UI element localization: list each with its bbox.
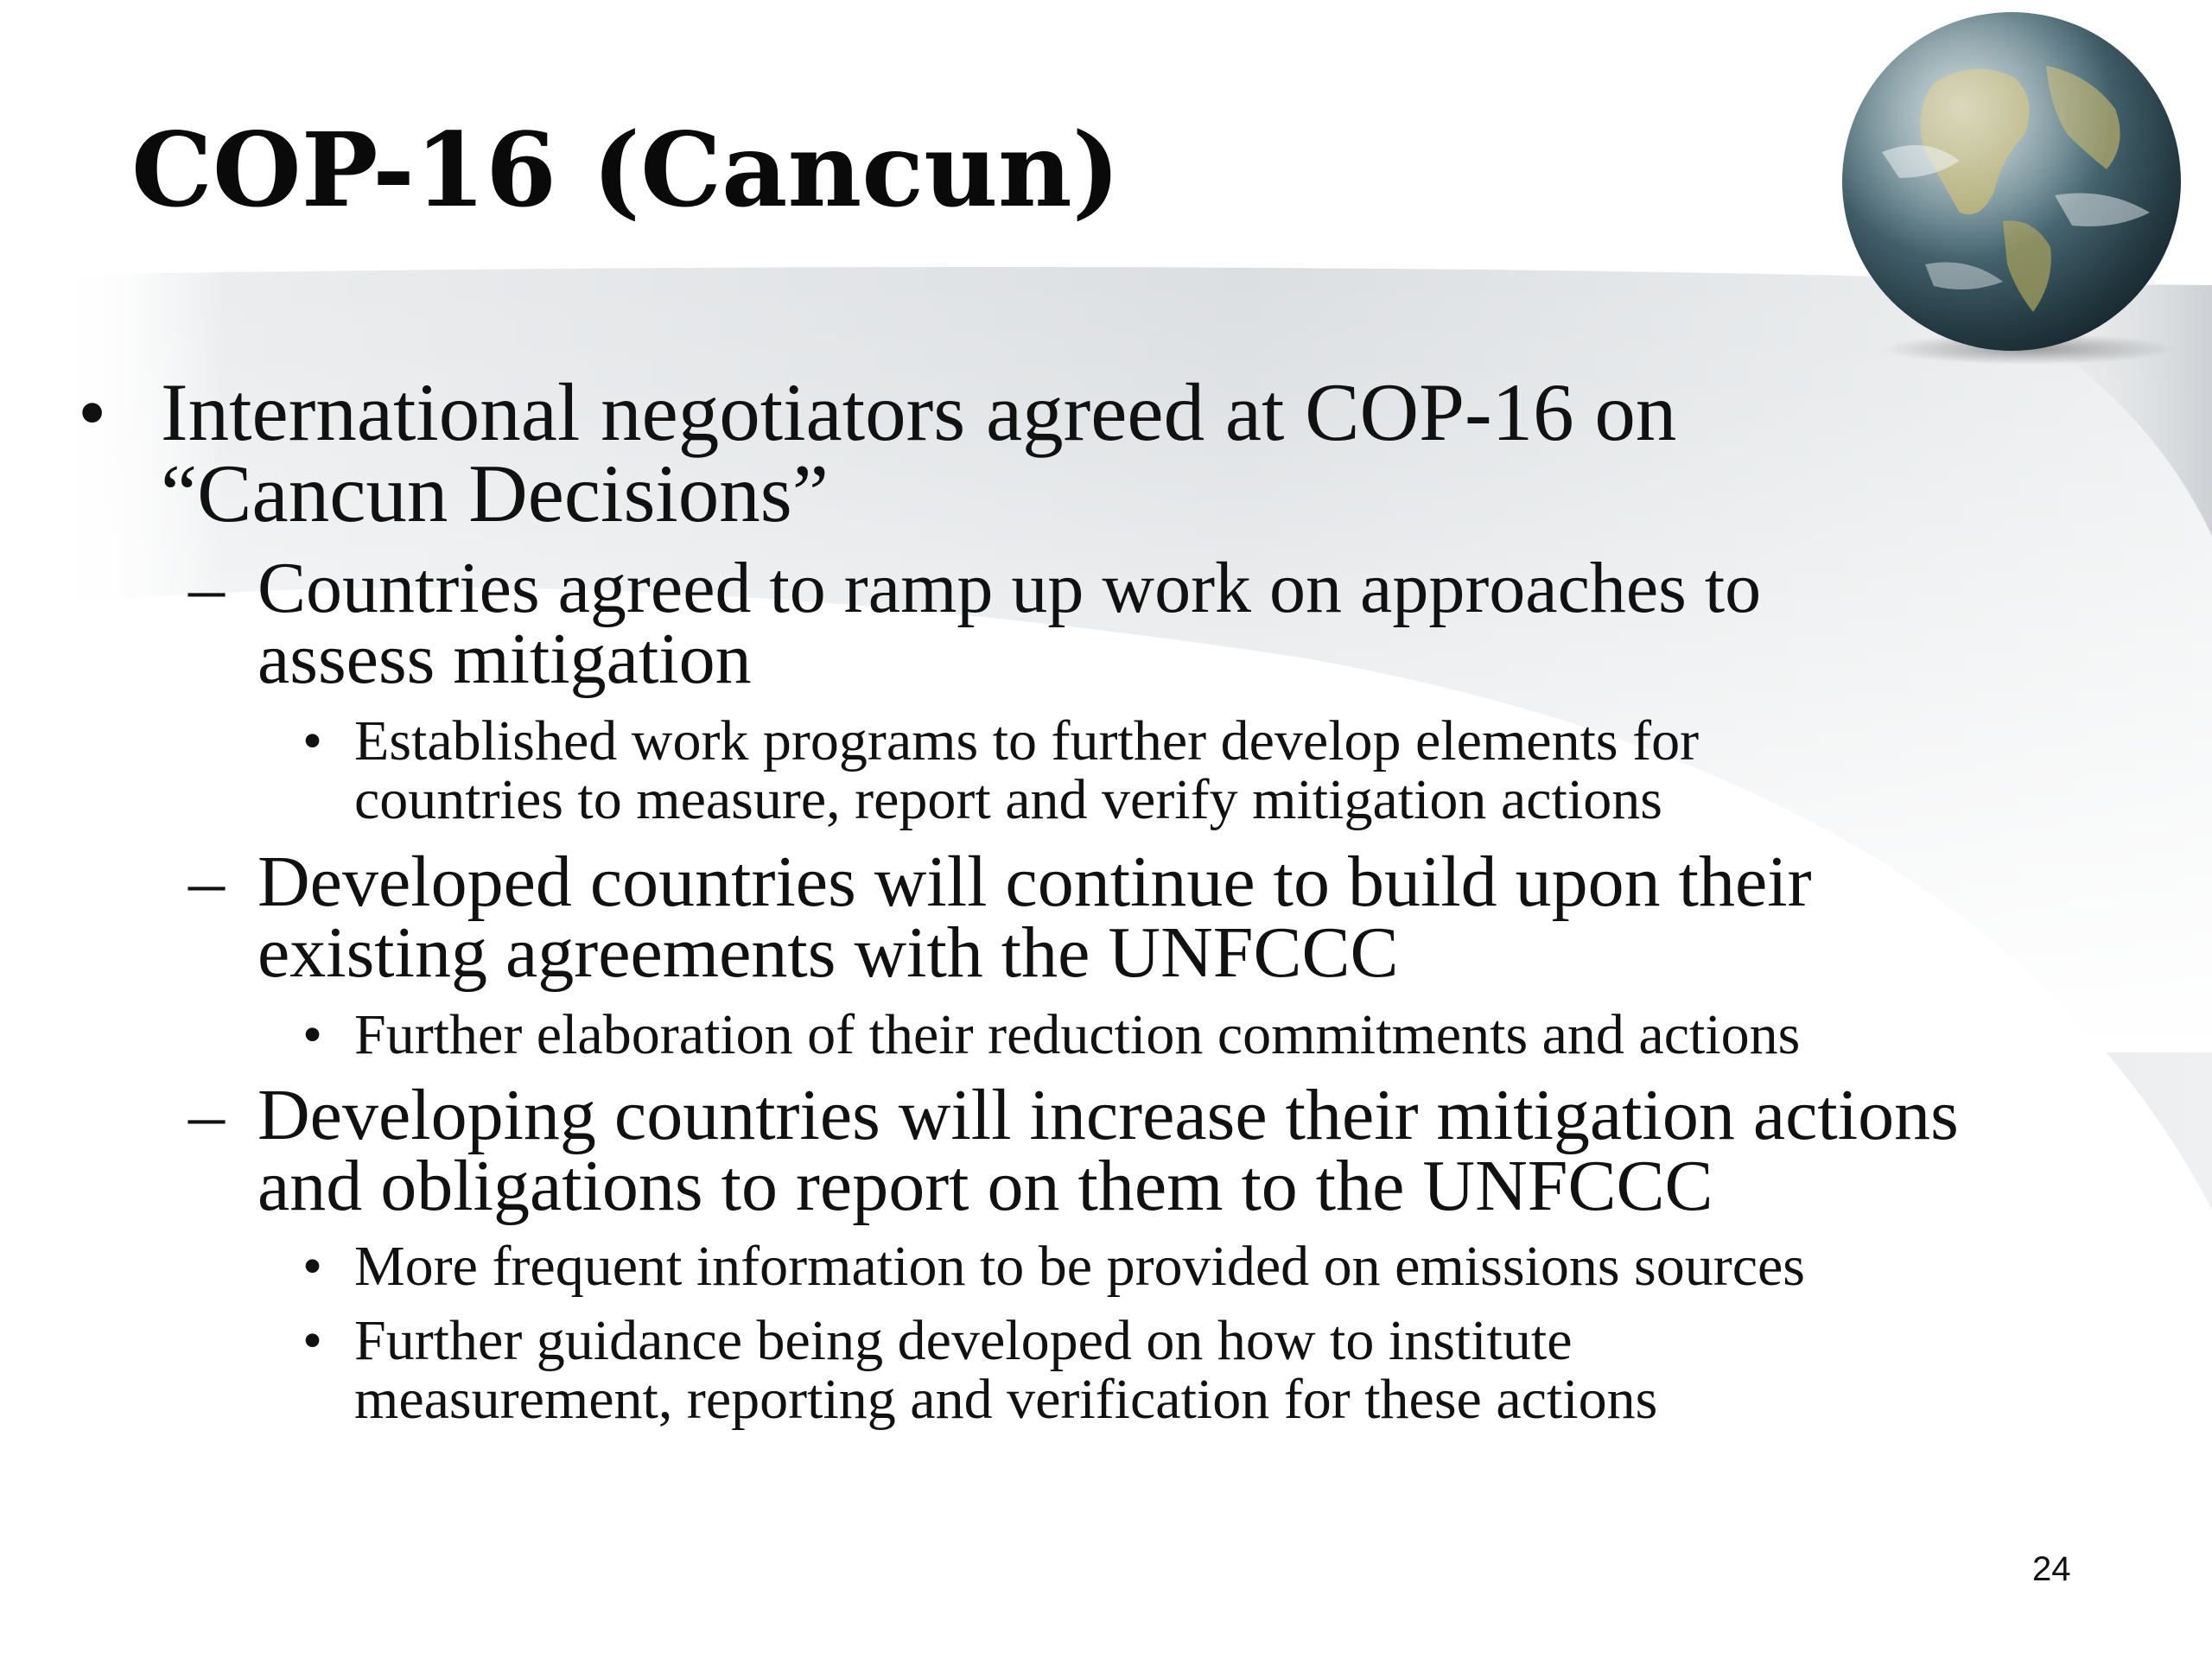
- bullet-line: Established work programs to further develop elements for: [354, 709, 1700, 772]
- dash-marker: –: [188, 1075, 225, 1155]
- bullet-line: Further guidance being developed on how to institute: [354, 1309, 1573, 1372]
- bullet-line: Developing countries will increase their mitigation actions: [257, 1075, 1959, 1155]
- bullet-marker: •: [302, 1235, 323, 1298]
- bullet-line: International negotiators agreed at COP-16 on: [161, 366, 1677, 458]
- slide-title: COP-16 (Cancun): [131, 110, 1121, 230]
- bullet-line: assess mitigation: [257, 619, 752, 699]
- bullet-line: measurement, reporting and verification for these actions: [354, 1368, 1658, 1431]
- bullet-marker: •: [302, 709, 323, 772]
- slide-number: 24: [2032, 1550, 2071, 1588]
- bullet-marker: •: [302, 1003, 323, 1066]
- bullet-line: Further elaboration of their reduction commitments and actions: [354, 1003, 1801, 1066]
- bullet-line: Developed countries will continue to build upon their: [257, 842, 1812, 922]
- bullet-line: Countries agreed to ramp up work on approaches to: [257, 548, 1762, 628]
- bullet-line: existing agreements with the UNFCCC: [257, 912, 1399, 993]
- bullet-line: countries to measure, report and verify mitigation actions: [354, 768, 1662, 831]
- dash-marker: –: [188, 548, 225, 628]
- globe-icon: [1830, 5, 2193, 368]
- bullet-line: and obligations to report on them to the UNFCCC: [257, 1146, 1713, 1226]
- bullet-line: “Cancun Decisions”: [161, 448, 829, 539]
- bullet-line: More frequent information to be provided on emissions sources: [354, 1235, 1805, 1298]
- bullet-marker: •: [78, 366, 107, 458]
- dash-marker: –: [188, 842, 225, 922]
- bullet-marker: •: [302, 1309, 323, 1372]
